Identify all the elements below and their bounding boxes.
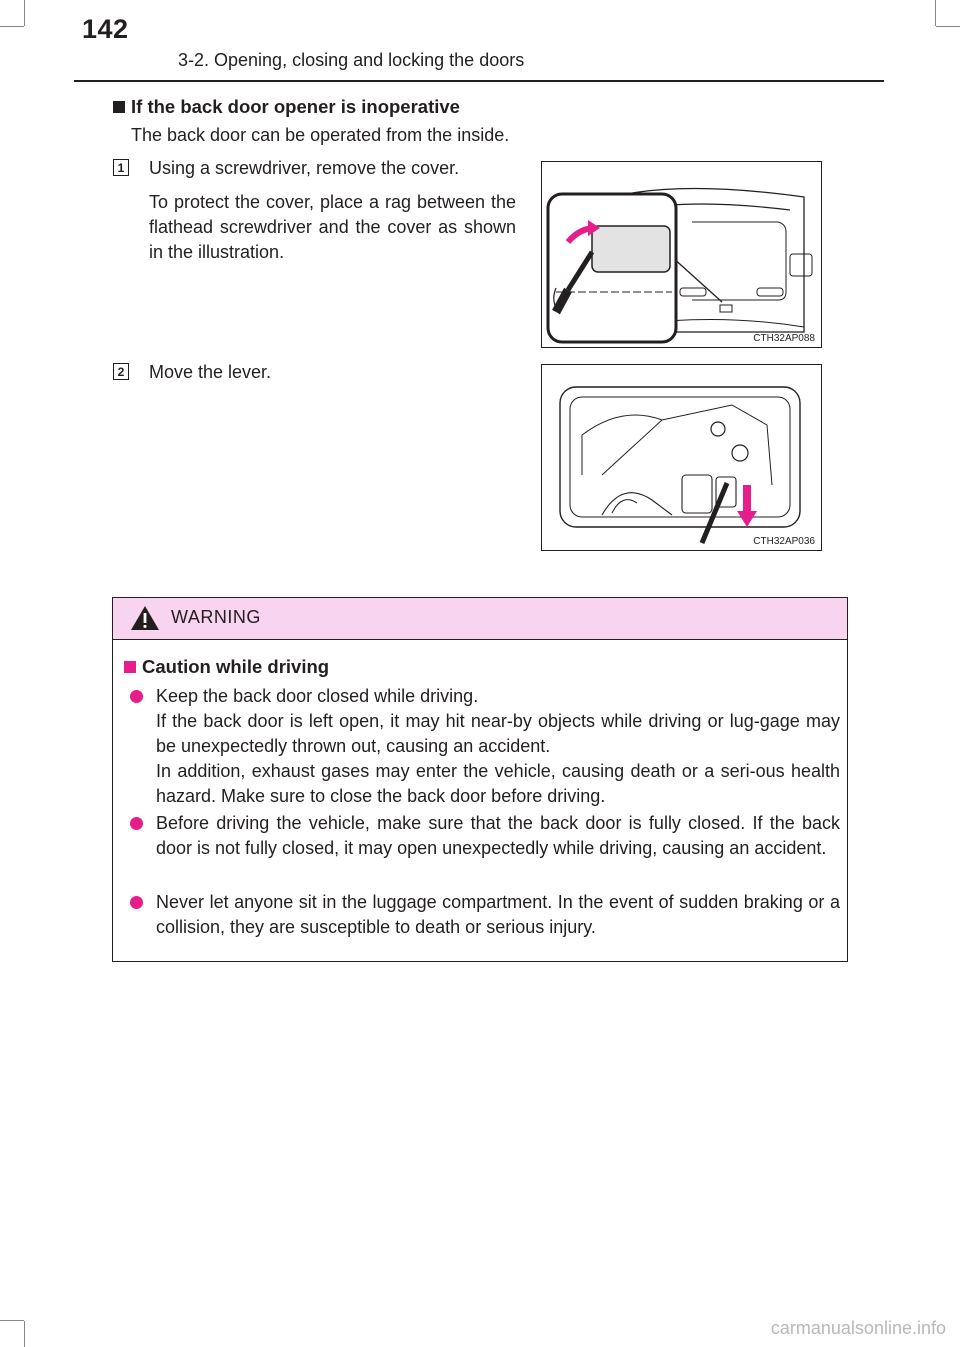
watermark: carmanualsonline.info — [770, 1318, 946, 1338]
warning-header — [113, 598, 847, 640]
crop-mark — [0, 26, 24, 27]
step-1-text: Using a screwdriver, remove the cover. — [149, 158, 460, 178]
warning-subheading — [124, 656, 329, 678]
bullet-line: Never let anyone sit in the luggage compartment. In the event of sudden braking or a collision, they are susceptible to death or serious injury. — [156, 892, 840, 937]
step-number-2: 2 — [113, 363, 129, 380]
crop-mark — [24, 1321, 25, 1347]
bullet-line: If the back door is left open, it may hit near-by objects while driving or lug-gage may be unexpectedly thrown out, causing an accident. — [156, 711, 840, 756]
section-title: 3-2. Opening, closing and locking the doors — [178, 50, 525, 70]
procedure-heading-text: If the back door opener is inoperative — [131, 96, 460, 117]
figure-code: CTH32AP036 — [753, 536, 815, 547]
crop-mark — [24, 0, 25, 26]
figure-move-lever — [541, 364, 822, 551]
warning-bullet — [130, 890, 840, 940]
bullet-line: Keep the back door closed while driving. — [156, 686, 479, 706]
bullet-dot-icon — [130, 817, 143, 830]
step-number-1: 1 — [113, 159, 129, 176]
step-1-subtext: To protect the cover, place a rag between the flathead screwdriver and the cover as shown in the illustration. — [149, 192, 516, 262]
procedure-intro: The back door can be operated from the inside. — [131, 125, 510, 145]
step-2-text: Move the lever. — [149, 362, 272, 382]
crop-mark — [935, 0, 936, 26]
square-bullet-icon — [113, 101, 125, 113]
warning-triangle-icon — [130, 605, 160, 631]
warning-bullet — [130, 811, 840, 861]
warning-bullet — [130, 684, 840, 809]
lever-illustration — [542, 365, 821, 550]
header-rule — [74, 80, 884, 82]
figure-code: CTH32AP088 — [753, 333, 815, 344]
crop-mark — [0, 1320, 24, 1321]
bullet-line: In addition, exhaust gases may enter the vehicle, causing death or a seri-ous health hazard. Make sure to close the back door before driving. — [156, 761, 840, 806]
bullet-dot-icon — [130, 896, 143, 909]
procedure-heading — [113, 96, 460, 118]
figure-remove-cover — [541, 161, 822, 348]
warning-subheading-text: Caution while driving — [142, 656, 330, 677]
page-number: 142 — [82, 14, 129, 44]
back-door-illustration — [542, 162, 821, 347]
bullet-line: Before driving the vehicle, make sure that the back door is fully closed. If the back door is not fully closed, it may open unexpectedly while driving, causing an accident. — [156, 813, 840, 858]
square-bullet-icon — [124, 661, 136, 673]
warning-box — [112, 597, 848, 962]
warning-title: WARNING — [171, 607, 261, 627]
bullet-dot-icon — [130, 690, 143, 703]
crop-mark — [936, 26, 960, 27]
